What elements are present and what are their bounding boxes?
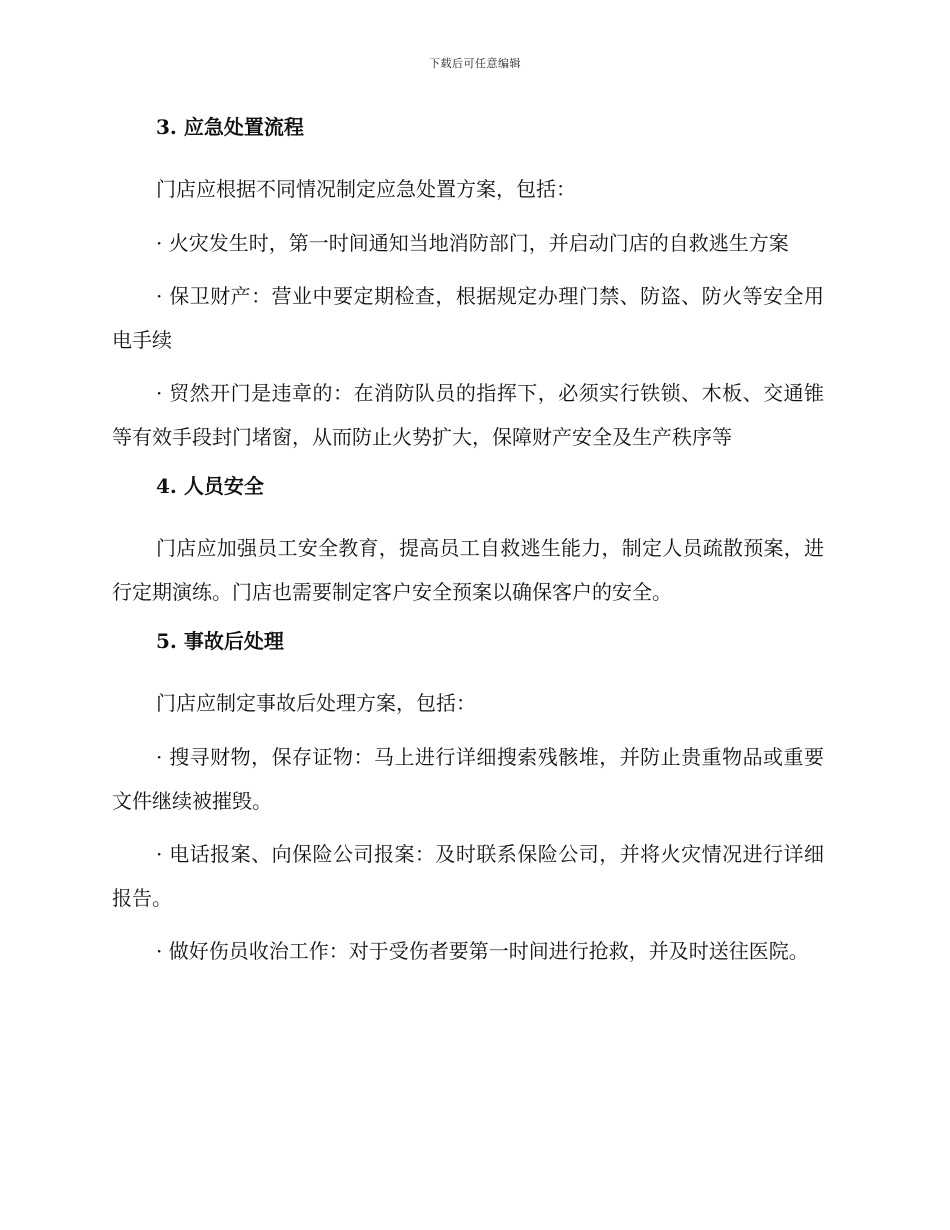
page-header: 下载后可任意编辑 xyxy=(429,57,521,70)
bullet-item: · 贸然开门是违章的：在消防队员的指挥下，必须实行铁锁、木板、交通锥等有效手段封门堵窗，从而防止火势扩大，保障财产安全及生产秩序等 xyxy=(112,381,824,449)
document-body xyxy=(112,112,824,982)
section-heading: 5. 事故后处理 xyxy=(156,629,284,653)
section-heading: 4. 人员安全 xyxy=(156,474,264,498)
section-intro: 门店应制定事故后处理方案，包括： xyxy=(156,691,476,715)
section-post-incident xyxy=(112,626,824,973)
section-personnel-safety xyxy=(112,471,824,614)
section-heading: 3. 应急处置流程 xyxy=(156,115,304,139)
section-intro: 门店应根据不同情况制定应急处置方案，包括： xyxy=(156,177,576,201)
section-emergency-procedure xyxy=(112,112,824,459)
bullet-item: · 搜寻财物，保存证物：马上进行详细搜索残骸堆，并防止贵重物品或重要文件继续被摧毁。 xyxy=(112,745,824,813)
bullet-item: · 保卫财产：营业中要定期检查，根据规定办理门禁、防盗、防火等安全用电手续 xyxy=(112,284,824,352)
bullet-item: · 火灾发生时，第一时间通知当地消防部门，并启动门店的自救逃生方案 xyxy=(156,231,789,255)
bullet-item: · 电话报案、向保险公司报案：及时联系保险公司，并将火灾情况进行详细报告。 xyxy=(112,842,824,910)
bullet-item: · 做好伤员收治工作：对于受伤者要第一时间进行抢救，并及时送往医院。 xyxy=(156,939,809,963)
section-body: 门店应加强员工安全教育，提高员工自救逃生能力，制定人员疏散预案，进行定期演练。门店也需要制定客户安全预案以确保客户的安全。 xyxy=(112,536,824,604)
